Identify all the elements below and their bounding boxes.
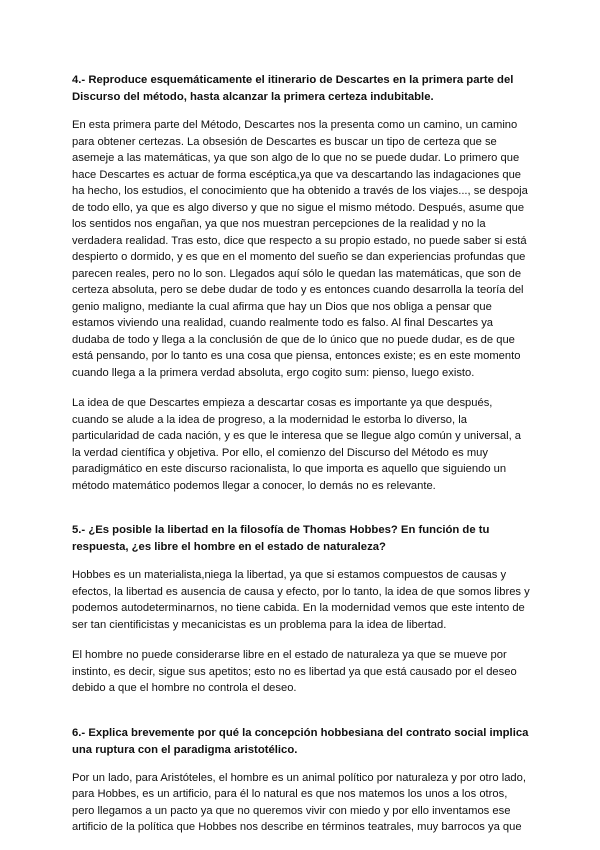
answer-paragraph: Por un lado, para Aristóteles, el hombre es un animal político por naturaleza y por otro lado, para Hobbes, es un artificio, para él lo natural es que nos matemos los unos a los otros, pero llegamos a un pacto ya que no queremos vivir con miedo y por ello inventamos ese artificio de la política que Hobbes nos describe en términos teatrales, muy barrocos ya que <box>72 771 526 833</box>
answer-paragraph: La idea de que Descartes empieza a descartar cosas es importante ya que después, cuando se alude a la idea de progreso, a la modernidad le estorba lo diverso, la particularidad de cada nación, y es que le interesa que se llegue algo común y universal, a la verdad científica y objetiva. Por ello, el comienzo del Discurso del Método es muy paradigmático en este discurso racionalista, lo que importa es aquello que siguiendo un método matemático podemos llegar a conocer, lo demás no es relevante. <box>72 397 522 492</box>
section-4 <box>72 72 532 494</box>
document-content <box>72 72 532 850</box>
section-5 <box>72 522 532 697</box>
question-heading: 6.- Explica brevemente por qué la concepción hobbesiana del contrato social implica una ruptura con el paradigma aristotélico. <box>72 726 529 756</box>
answer-paragraph: En esta primera parte del Método, Descartes nos la presenta como un camino, un camino para obtener certezas. La obsesión de Descartes es buscar un tipo de certeza que se asemeje a las matemáticas, ya que son algo de lo que no se puede dudar. Lo primero que hace Descartes es actuar de forma escéptica,ya que va descartando las indagaciones que ha hecho, los estudios, el conocimiento que ha obtenido a través de los viajes..., se despoja de todo ello, ya que es algo diverso y que no sigue el mismo método. Después, asume que los sentidos nos engañan, ya que nos muestran percepciones de la realidad y no la verdadera realidad. Tras esto, dice que respecto a su propio estado, no puede saber si está despierto o dormido, y es que en el momento del sueño se dan experiencias profundas que parecen reales, pero no lo son. Llegados aquí sólo le quedan las matemáticas, que son de certeza absoluta, pero se debe dudar de todo y es entonces cuando desarrolla la teoría del genio maligno, mediante la cual afirma que hay un Dios que nos obliga a pensar que estamos viviendo una realidad, cuando realmente todo es falso. Al final Descartes ya dudaba de todo y llega a la conclusión de que de lo único que no puede dudar, es de que está pensando, por lo tanto es una cosa que piensa, entonces existe; es en este momento cuando llega a la primera verdad absoluta, ergo cogito sum: pienso, luego existo. <box>72 119 528 379</box>
question-heading: 5.- ¿Es posible la libertad en la filosofía de Thomas Hobbes? En función de tu respuesta, ¿es libre el hombre en el estado de naturaleza? <box>72 524 490 553</box>
answer-paragraph: El hombre no puede considerarse libre en el estado de naturaleza ya que se mueve por instinto, es decir, sigue sus apetitos; esto no es libertad ya que está causado por el deseo debido a que el hombre no controla el deseo. <box>72 649 517 694</box>
question-heading: 4.- Reproduce esquemáticamente el itinerario de Descartes en la primera parte del Discurso del método, hasta alcanzar la primera certeza indubitable. <box>72 74 514 103</box>
section-6 <box>72 725 532 836</box>
answer-paragraph: Hobbes es un materialista,niega la libertad, ya que si estamos compuestos de causas y efectos, la libertad es ausencia de causa y efecto, por lo tanto, la idea de que somos libres y podemos autodeterminarnos, no tiene cabida. En la modernidad vemos que este intento de ser tan cientificistas y mecanicistas es un problema para la idea de libertad. <box>72 569 530 631</box>
